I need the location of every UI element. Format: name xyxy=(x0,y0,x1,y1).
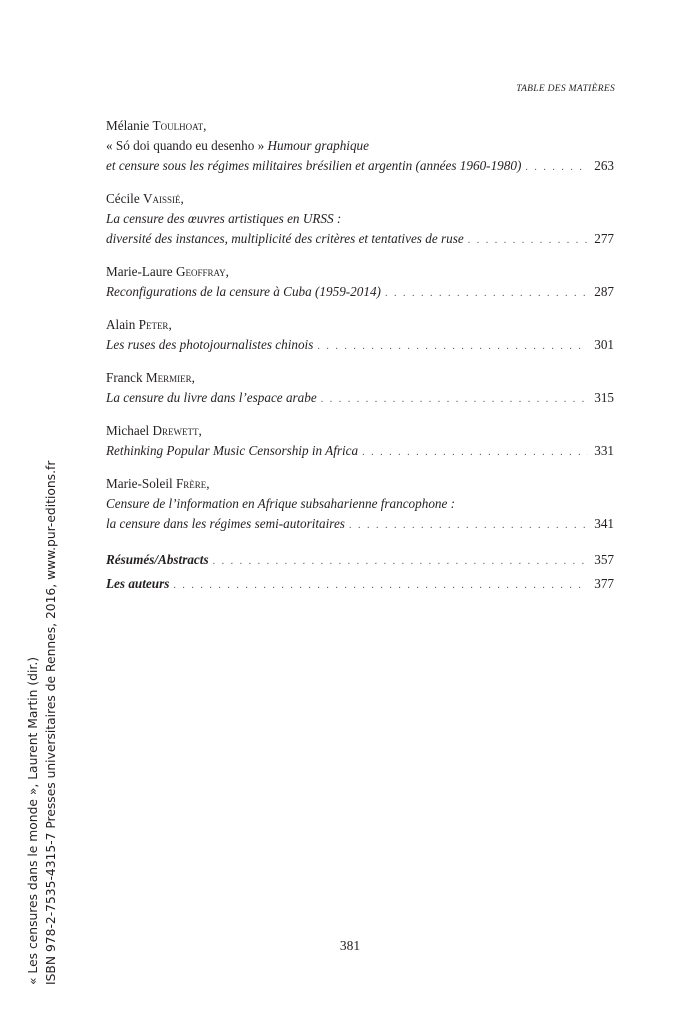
toc-extra-line[interactable] xyxy=(106,550,614,572)
toc-extra-page: 377 xyxy=(594,576,614,591)
toc-entry-author xyxy=(106,421,614,441)
author-last-name: Mermier xyxy=(145,370,192,385)
toc-entry-title: et censure sous les régimes militaires brésilien et argentin (années 1960-1980) xyxy=(106,158,522,173)
author-last-name: Toulhoat xyxy=(152,118,204,133)
author-suffix: , xyxy=(168,317,172,332)
author-first-name: Cécile xyxy=(106,191,143,206)
toc-entry-title-line xyxy=(106,136,614,156)
toc-entry xyxy=(106,262,614,304)
author-suffix: , xyxy=(198,423,202,438)
author-first-name: Franck xyxy=(106,370,146,385)
toc-entry-leader-line[interactable] xyxy=(106,388,614,410)
dot-leader xyxy=(317,337,588,357)
author-suffix: , xyxy=(203,118,207,133)
author-last-name: Frère xyxy=(175,476,207,491)
author-last-name: Peter xyxy=(138,317,169,332)
toc-entry-leader-line[interactable] xyxy=(106,229,614,251)
toc-entry-page: 287 xyxy=(594,284,614,299)
toc-entry-title: la censure dans les régimes semi-autoritaires xyxy=(106,516,345,531)
toc-entry-title: diversité des instances, multiplicité des critères et tentatives de ruse xyxy=(106,231,464,246)
toc-entry-title: Reconfigurations de la censure à Cuba (1959-2014) xyxy=(106,284,381,299)
toc-entry-page: 277 xyxy=(594,231,614,246)
toc-entry-author xyxy=(106,116,614,136)
toc-entry-author xyxy=(106,368,614,388)
dot-leader xyxy=(362,443,588,463)
author-first-name: Marie-Soleil xyxy=(106,476,176,491)
toc-entry-title-line xyxy=(106,209,614,229)
toc-entry-leader-line[interactable] xyxy=(106,514,614,536)
toc-entry-title: La censure du livre dans l’espace arabe xyxy=(106,390,317,405)
toc-entries xyxy=(106,116,614,536)
toc-entry-page: 315 xyxy=(594,390,614,405)
author-suffix: , xyxy=(206,476,210,491)
toc-entry-page: 263 xyxy=(594,158,614,173)
toc-entry-page: 341 xyxy=(594,516,614,531)
toc-entry xyxy=(106,116,614,178)
author-suffix: , xyxy=(180,191,184,206)
author-first-name: Marie-Laure xyxy=(106,264,176,279)
copyright-line-1: « Les censures dans le monde », Laurent Martin (dir.) xyxy=(26,656,40,985)
title-italic-part: Censure de l’information en Afrique subsaharienne francophone : xyxy=(106,496,456,511)
author-last-name: Vaissié xyxy=(142,191,181,206)
toc-extra-page: 357 xyxy=(594,552,614,567)
dot-leader xyxy=(321,390,589,410)
toc-extra-label: Les auteurs xyxy=(106,576,170,591)
dot-leader xyxy=(385,284,588,304)
toc-entry xyxy=(106,368,614,410)
toc-entry xyxy=(106,474,614,536)
toc-entry-author xyxy=(106,315,614,335)
toc-entry-author xyxy=(106,262,614,282)
author-first-name: Alain xyxy=(106,317,139,332)
title-italic-part: Humour graphique xyxy=(267,138,370,153)
author-first-name: Michael xyxy=(106,423,153,438)
dot-leader xyxy=(525,158,588,178)
toc-entry-leader-line[interactable] xyxy=(106,441,614,463)
toc-extra-label: Résumés/Abstracts xyxy=(106,552,209,567)
dot-leader xyxy=(213,552,589,572)
copyright-line-2: ISBN 978-2-7535-4315-7 Presses universitaires de Rennes, 2016, www.pur-editions.fr xyxy=(44,460,58,985)
running-head: TABLE DES MATIÈRES xyxy=(516,84,615,94)
copyright-note xyxy=(24,461,60,985)
title-roman-part: « Só doi quando eu desenho » xyxy=(106,138,268,153)
toc-entry-leader-line[interactable] xyxy=(106,335,614,357)
author-suffix: , xyxy=(225,264,229,279)
toc-entry-leader-line[interactable] xyxy=(106,156,614,178)
toc-entry xyxy=(106,189,614,251)
dot-leader xyxy=(173,576,588,596)
toc-entry-leader-line[interactable] xyxy=(106,282,614,304)
author-suffix: , xyxy=(191,370,195,385)
toc-entry-title: Rethinking Popular Music Censorship in Africa xyxy=(106,443,359,458)
author-first-name: Mélanie xyxy=(106,118,153,133)
toc-entry-author xyxy=(106,189,614,209)
author-last-name: Drewett xyxy=(152,423,199,438)
toc-entry xyxy=(106,315,614,357)
dot-leader xyxy=(468,231,589,251)
toc-entry-page: 301 xyxy=(594,337,614,352)
toc-entry-title-line xyxy=(106,494,614,514)
toc-entry xyxy=(106,421,614,463)
toc-extra-line[interactable] xyxy=(106,574,614,596)
dot-leader xyxy=(349,516,588,536)
toc-extras xyxy=(106,550,614,596)
toc-entry-page: 331 xyxy=(594,443,614,458)
title-italic-part: La censure des œuvres artistiques en URSS : xyxy=(106,211,342,226)
table-of-contents xyxy=(106,116,614,598)
toc-entry-author xyxy=(106,474,614,494)
toc-entry-title: Les ruses des photojournalistes chinois xyxy=(106,337,314,352)
page-number: 381 xyxy=(339,938,361,953)
author-last-name: Geoffray xyxy=(175,264,226,279)
